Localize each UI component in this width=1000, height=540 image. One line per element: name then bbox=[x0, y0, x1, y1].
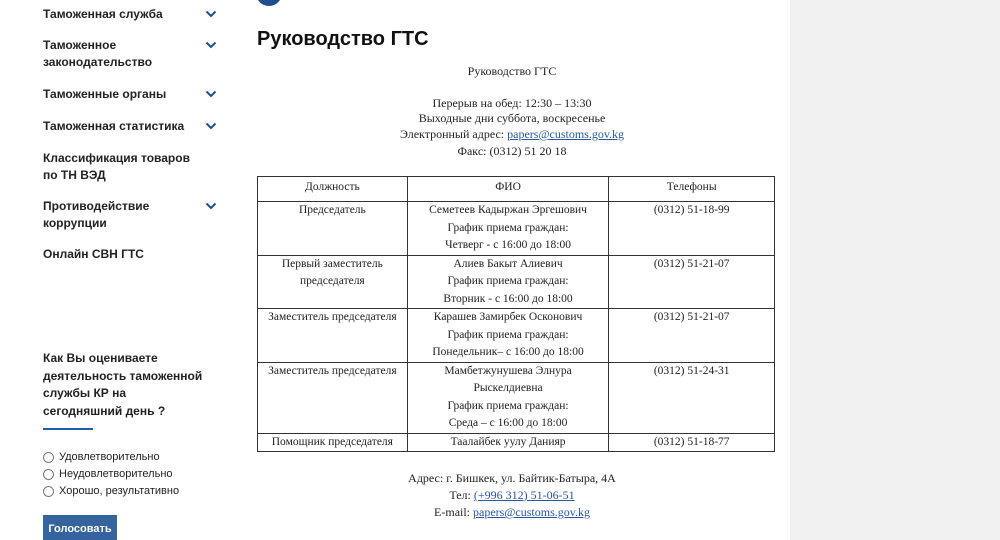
name-text: Таалайбек уулу Данияр bbox=[450, 435, 566, 448]
sidebar-nav-label: Таможенное законодательство bbox=[43, 38, 153, 69]
sidebar-nav-label: Классификация товаров по ТН ВЭД bbox=[43, 151, 190, 182]
email2-link[interactable]: papers@customs.gov.kg bbox=[473, 505, 590, 519]
position-text: председателя bbox=[300, 275, 365, 287]
phone-text: (0312) 51-24-31 bbox=[653, 364, 730, 377]
lunch-hours: Перерыв на обед: 12:30 – 13:30 bbox=[432, 96, 592, 110]
sidebar-nav-item[interactable] bbox=[43, 198, 223, 232]
cell-position bbox=[258, 309, 408, 363]
scroll-top-icon[interactable] bbox=[256, 0, 282, 6]
leadership-table bbox=[257, 176, 775, 452]
name-text: График приема граждан: bbox=[447, 399, 569, 412]
sidebar-nav-label: Онлайн СВН ГТС bbox=[43, 247, 144, 261]
cell-phone bbox=[609, 362, 775, 433]
phone-text: (0312) 51-18-99 bbox=[653, 204, 730, 216]
sidebar-nav-item[interactable] bbox=[43, 118, 223, 135]
chevron-down-icon[interactable] bbox=[205, 39, 217, 51]
position-text: Заместитель председателя bbox=[268, 364, 397, 377]
sidebar-nav-label: Таможенная статистика bbox=[43, 119, 185, 133]
sidebar-nav-label: Противодействие коррупции bbox=[43, 199, 150, 230]
sidebar-nav-item[interactable] bbox=[43, 37, 223, 71]
phone-text: (0312) 51-21-07 bbox=[653, 311, 730, 323]
poll-question: Как Вы оцениваете деятельность таможенной службы КР на сегодняшний день ? bbox=[43, 351, 203, 418]
table-row bbox=[258, 309, 775, 363]
name-text: Мамбетжунушева Элнура bbox=[444, 364, 572, 377]
email2-line bbox=[234, 505, 790, 520]
cell-name bbox=[407, 362, 609, 433]
cell-name bbox=[407, 433, 609, 452]
weekend-days: Выходные дни суббота, воскресенье bbox=[418, 111, 606, 125]
cell-position bbox=[258, 255, 408, 309]
cell-phone bbox=[609, 255, 775, 309]
cell-phone bbox=[609, 202, 775, 256]
tel-label: Тел: bbox=[449, 488, 474, 502]
table-row bbox=[258, 202, 775, 256]
sidebar-nav-item[interactable] bbox=[43, 6, 223, 23]
position-text: Помощник председателя bbox=[271, 435, 393, 448]
name-text: График приема граждан: bbox=[447, 328, 569, 341]
name-text: Алиев Бакыт Алиевич bbox=[453, 257, 563, 270]
cell-position bbox=[258, 433, 408, 452]
chevron-down-icon[interactable] bbox=[205, 88, 217, 100]
name-text: График приема граждан: bbox=[447, 221, 569, 234]
sidebar bbox=[0, 0, 234, 540]
table-row bbox=[258, 255, 775, 309]
radio-button[interactable] bbox=[43, 469, 54, 480]
poll-option-label: Хорошо, результативно bbox=[59, 485, 180, 497]
chevron-down-icon[interactable] bbox=[205, 200, 217, 212]
name-text: График приема граждан: bbox=[447, 275, 569, 287]
sidebar-nav-item[interactable] bbox=[43, 246, 223, 263]
cell-position bbox=[258, 362, 408, 433]
position-text: Заместитель председателя bbox=[268, 311, 397, 323]
email-line bbox=[234, 127, 790, 142]
poll-option-label: Неудовлетворительно bbox=[59, 468, 173, 480]
name-text: Карашев Замирбек Осконович bbox=[433, 311, 583, 323]
cell-position bbox=[258, 202, 408, 256]
chevron-down-icon[interactable] bbox=[205, 8, 217, 20]
table-row bbox=[258, 362, 775, 433]
email-label: Электронный адрес: bbox=[399, 127, 508, 141]
phone-text: (0312) 51-18-77 bbox=[653, 435, 730, 448]
name-text: Рыскелдиевна bbox=[473, 382, 543, 394]
phone-text: (0312) 51-21-07 bbox=[653, 257, 730, 270]
tel-line bbox=[234, 488, 790, 503]
fax-line: Факс: (0312) 51 20 18 bbox=[457, 144, 567, 158]
poll-option-good[interactable] bbox=[43, 485, 179, 497]
vote-button[interactable]: Голосовать bbox=[43, 515, 117, 540]
chevron-down-icon[interactable] bbox=[205, 120, 217, 132]
poll-option-unsatisfactory[interactable] bbox=[43, 468, 173, 480]
address-line: Адрес: г. Бишкек, ул. Байтик-Батыра, 4А bbox=[408, 471, 616, 485]
position-text: Председатель bbox=[298, 204, 366, 216]
name-text: Семетеев Кадыржан Эргешович bbox=[429, 204, 587, 216]
cell-name bbox=[407, 309, 609, 363]
email-link[interactable]: papers@customs.gov.kg bbox=[507, 127, 625, 141]
column-header-phone: Телефоны bbox=[609, 177, 775, 202]
main-content bbox=[234, 0, 790, 540]
poll-option-satisfactory[interactable] bbox=[43, 451, 160, 463]
cell-name bbox=[407, 255, 609, 309]
column-header-name: ФИО bbox=[407, 177, 609, 202]
table-row bbox=[258, 433, 775, 452]
tel-link[interactable]: (+996 312) 51-06-51 bbox=[473, 488, 575, 502]
sidebar-nav-item[interactable] bbox=[43, 86, 223, 103]
table-header-row bbox=[258, 177, 775, 202]
radio-button[interactable] bbox=[43, 486, 54, 497]
page-subtitle: Руководство ГТС bbox=[467, 64, 557, 78]
poll-divider bbox=[43, 428, 93, 430]
sidebar-nav-item[interactable] bbox=[43, 150, 223, 184]
email2-label: E-mail: bbox=[434, 505, 474, 519]
name-text: Четверг - с 16:00 до 18:00 bbox=[445, 239, 571, 251]
sidebar-nav-label: Таможенные органы bbox=[43, 87, 167, 101]
poll-option-label: Удовлетворительно bbox=[59, 451, 160, 463]
sidebar-nav-label: Таможенная служба bbox=[43, 7, 163, 21]
radio-button[interactable] bbox=[43, 452, 54, 463]
name-text: Вторник - с 16:00 до 18:00 bbox=[443, 292, 573, 305]
page-title: Руководство ГТС bbox=[257, 28, 429, 50]
name-text: Понедельник– с 16:00 до 18:00 bbox=[432, 346, 584, 358]
column-header-position: Должность bbox=[258, 177, 408, 202]
cell-phone bbox=[609, 309, 775, 363]
cell-name bbox=[407, 202, 609, 256]
name-text: Среда – с 16:00 до 18:00 bbox=[448, 417, 568, 429]
position-text: Первый заместитель bbox=[281, 257, 383, 270]
cell-phone bbox=[609, 433, 775, 452]
